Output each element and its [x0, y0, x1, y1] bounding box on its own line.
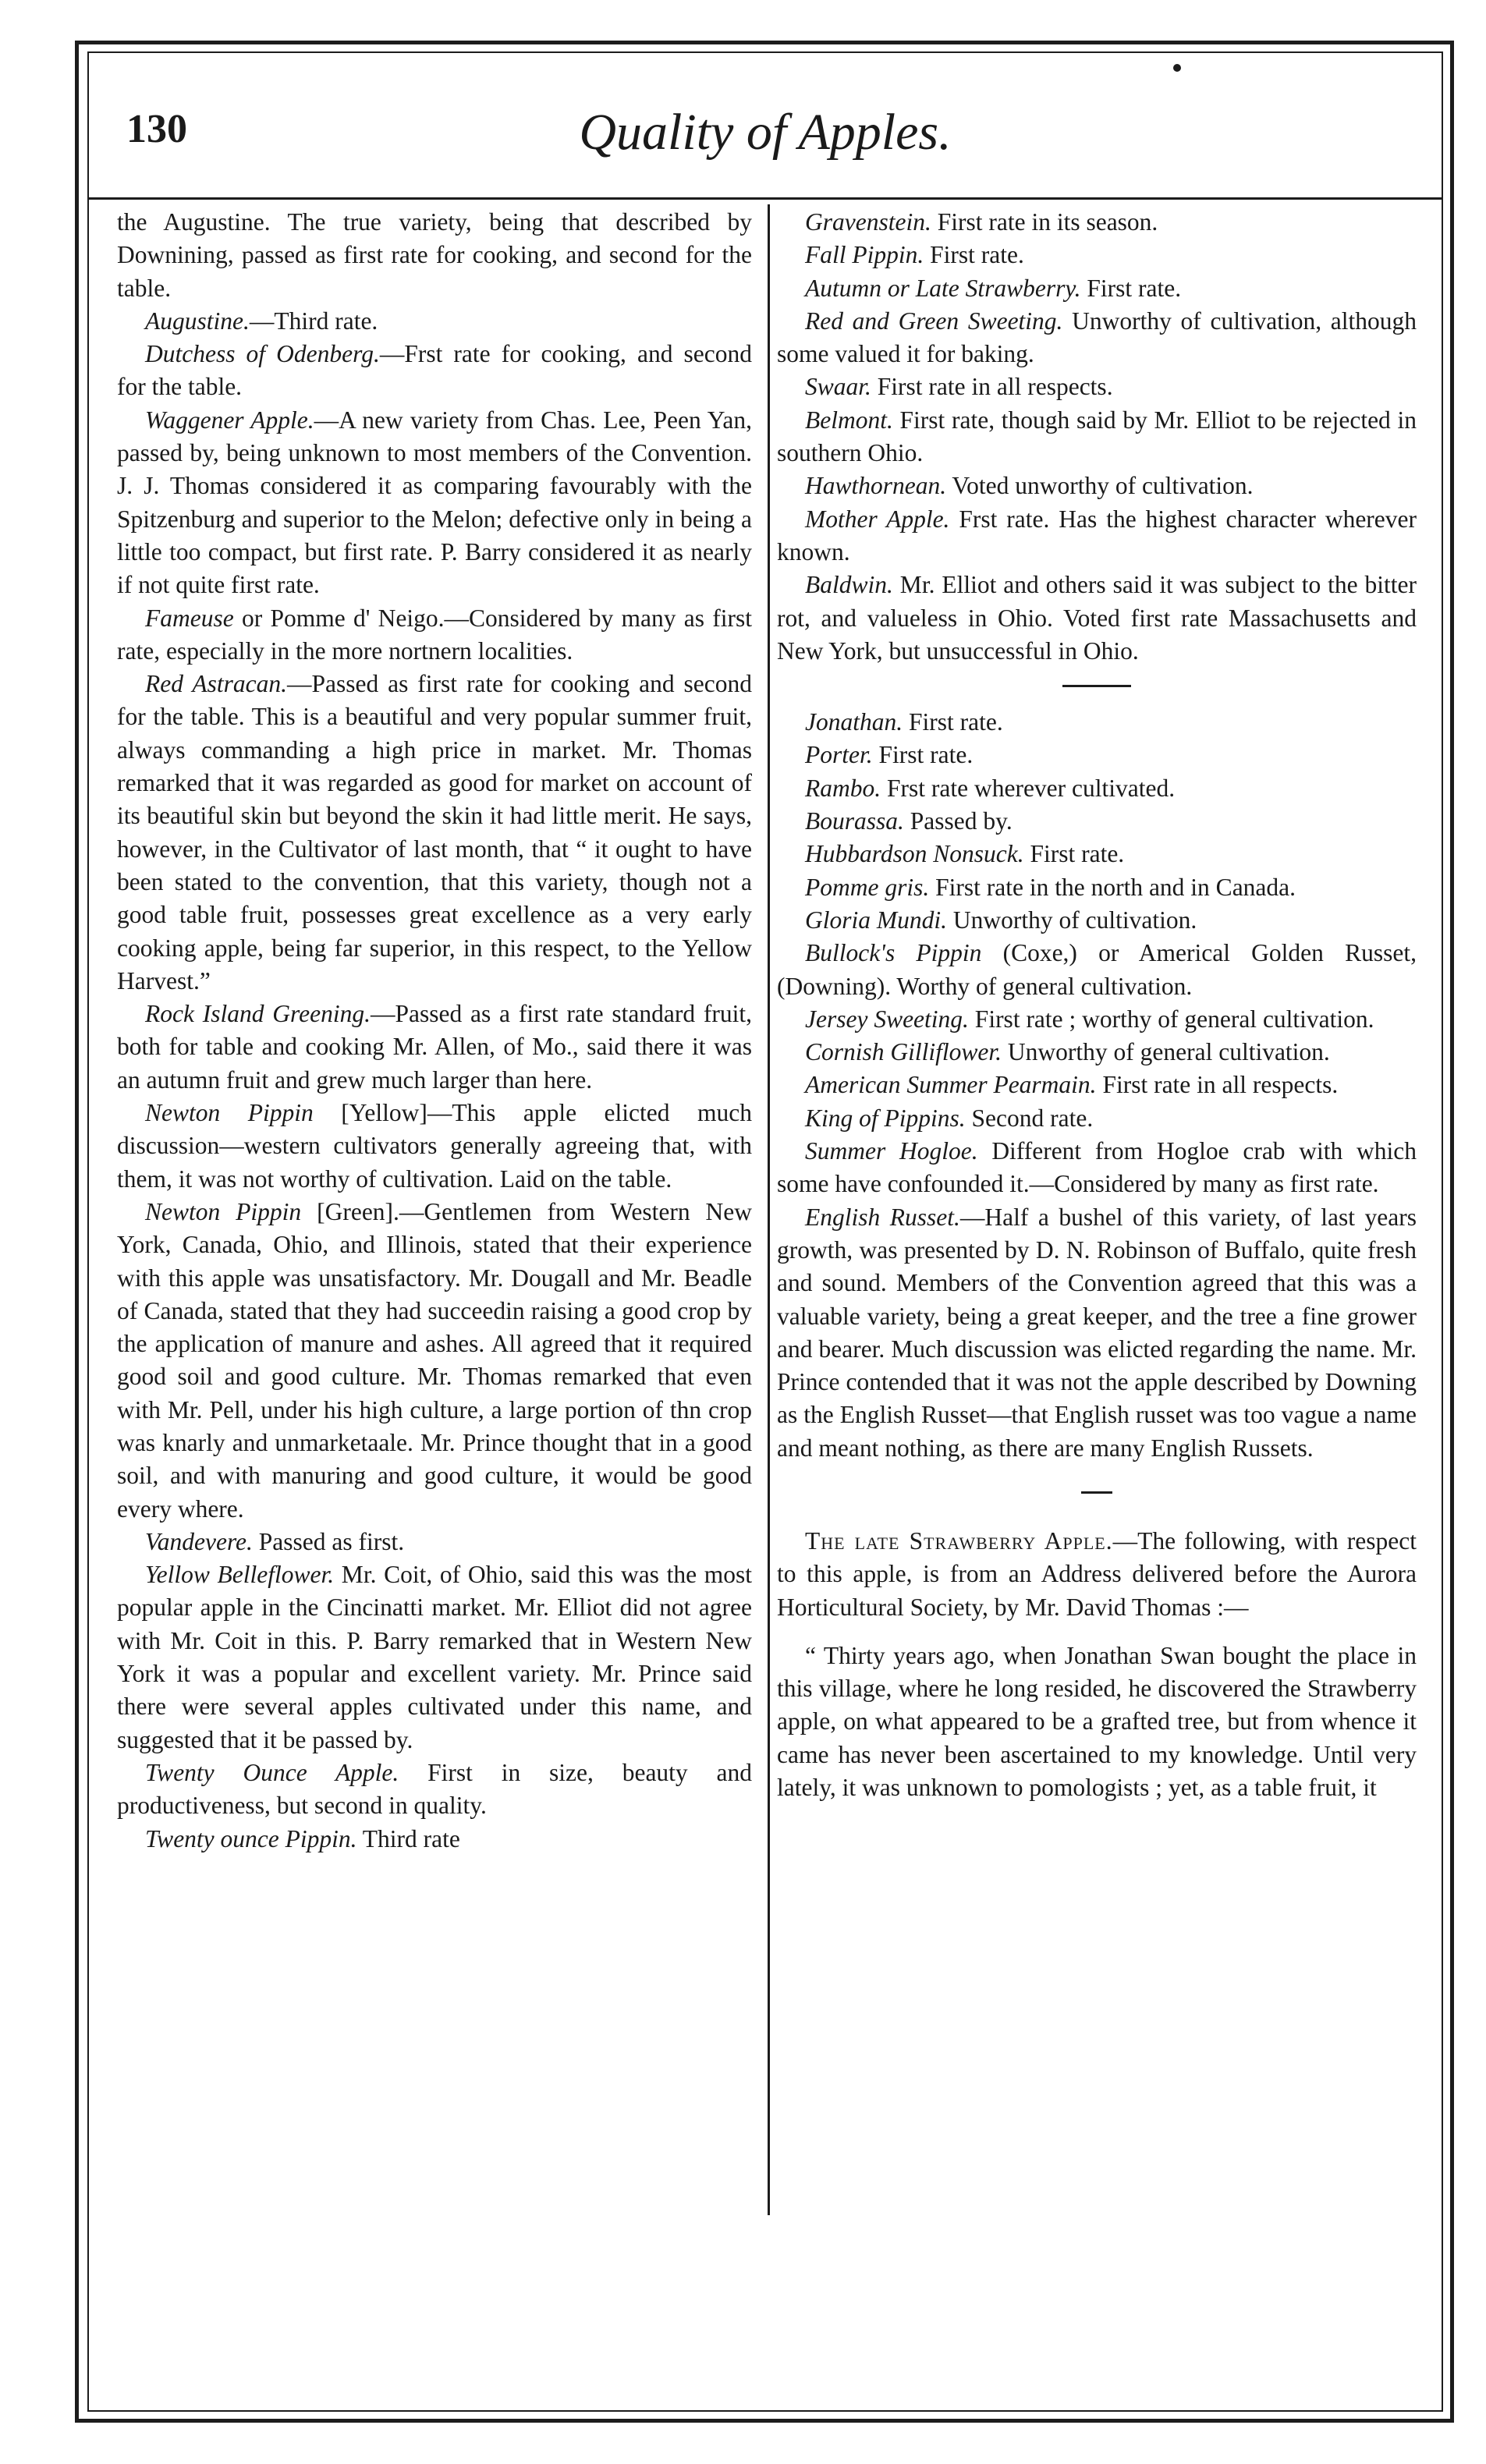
paragraph: Summer Hogloe. Different from Hogloe crab with which some have confounded it.—Considered by many as first rate.: [777, 1137, 1417, 1198]
paragraph: Bullock's Pippin (Coxe,) or Americal Golden Russet, (Downing). Worthy of general cultivation.: [777, 939, 1417, 1000]
paragraph: Gloria Mundi. Unworthy of cultivation.: [805, 906, 1197, 934]
running-title: Quality of Apples.: [579, 104, 952, 161]
paragraph: Swaar. First rate in all respects.: [805, 373, 1113, 401]
paragraph: Mother Apple. Frst rate. Has the highest character wherever known.: [777, 505, 1417, 565]
paragraph: Jersey Sweeting. First rate ; worthy of general cultivation.: [805, 1005, 1374, 1033]
section-rule: [1081, 1491, 1112, 1494]
paragraph-gap: [777, 1624, 1417, 1640]
paragraph: Yellow Belleflower. Mr. Coit, of Ohio, said this was the most popular apple in the Cincinatti market. Mr. Elliot did not agree with Mr. Coit in this. P. Barry remarked that in Western New York it was a popular and excellent variety. Mr. Prince said there were several apples cultivated under this name, and suggested that it be passed by.: [117, 1561, 753, 1753]
right-column: [777, 206, 1417, 1804]
paragraph: English Russet.—Half a bushel of this variety, of last years growth, was presented by D. N. Robinson of Buffalo, quite fresh and sound. Members of the Convention agreed that this was a valuable variety, being a great keeper, and the tree a fine grower and bearer. Much discussion was elicted regarding the name. Mr. Prince contended that it was not the apple described by Downing as the English Russet—that English russet was too vague a name and meant nothing, as there are many English Russets.: [777, 1203, 1417, 1462]
section-rule: [1062, 685, 1131, 687]
paragraph: Jonathan. First rate.: [805, 708, 1003, 736]
paragraph: Twenty ounce Pippin. Third rate: [145, 1824, 460, 1852]
paragraph: Fall Pippin. First rate.: [805, 241, 1024, 269]
paragraph: “ Thirty years ago, when Jonathan Swan bought the place in this village, where he long resided, he discovered the Strawberry apple, on what appeared to be a grafted tree, but from whence it came has never been ascertained to my knowledge. Until very lately, it was unknown to pomologists ; yet, as a table fruit, it: [777, 1641, 1417, 1802]
paragraph: American Summer Pearmain. First rate in all respects.: [805, 1071, 1339, 1099]
paragraph: the Augustine. The true variety, being that described by Downining, passed as first rate for cooking, and second for the table.: [117, 208, 752, 302]
paragraph: Twenty Ounce Apple. First in size, beauty and productiveness, but second in quality.: [117, 1758, 752, 1820]
page-header: [87, 51, 1443, 200]
paragraph: Pomme gris. First rate in the north and in Canada.: [805, 873, 1296, 901]
ink-dot: [1173, 64, 1181, 72]
paragraph: Red Astracan.—Passed as first rate for cooking and second for the table. This is a beautiful and very popular summer fruit, always commanding a high price in market. Mr. Thomas remarked that it was regarded as good for market on account of its beautiful skin but beyond the skin it had little merit. He says, however, in the Cultivator of last month, that “ it ought to have been stated to the convention, that this variety, though not a good table fruit, possesses great excellence as a very early cooking apple, being far superior, in this respect, to the Yellow Harvest.”: [117, 670, 752, 994]
paragraph: Baldwin. Mr. Elliot and others said it was subject to the bitter rot, and valueless in Ohio. Voted first rate Massachusetts and New York, but unsuccessful in Ohio.: [777, 571, 1417, 665]
paragraph: Newton Pippin [Green].—Gentlemen from Western New York, Canada, Ohio, and Illinois, stated that their experience with this apple was unsatisfactory. Mr. Dougall and Mr. Beadle of Canada, stated that they had succeedin raising a good crop by the application of manure and ashes. All agreed that it required good soil and good culture. Mr. Thomas remarked that even with Mr. Pell, under his high culture, a large portion of thn crop was knarly and unmarketaale. Mr. Prince thought that in a good soil, and with manuring and good culture, it would be good every where.: [117, 1197, 752, 1523]
paragraph: Newton Pippin [Yellow]—This apple elicted much discussion—western cultivators generally agreeing that, with them, it was not worthy of cultivation. Laid on the table.: [117, 1099, 752, 1193]
paragraph: Hubbardson Nonsuck. First rate.: [805, 840, 1125, 868]
paragraph: Bourassa. Passed by.: [805, 807, 1013, 835]
paragraph: Hawthornean. Voted unworthy of cultivation.: [805, 472, 1254, 500]
paragraph: Rambo. Frst rate wherever cultivated.: [805, 774, 1176, 802]
paragraph: Fameuse or Pomme d' Neigo.—Considered by many as first rate, especially in the more nortnern localities.: [117, 604, 752, 665]
paragraph: Red and Green Sweeting. Unworthy of cultivation, although some valued it for baking.: [777, 307, 1417, 368]
column-divider: [768, 204, 770, 2215]
page-number: 130: [126, 107, 187, 151]
paragraph: Porter. First rate.: [805, 741, 974, 769]
paragraph: Gravenstein. First rate in its season.: [805, 208, 1158, 236]
paragraph: Waggener Apple.—A new variety from Chas. Lee, Peen Yan, passed by, being unknown to most members of the Convention. J. J. Thomas considered it as comparing favourably with the Spitzenburg and superior to the Melon; defective only in being a little too compact, but first rate. P. Barry considered it as nearly if not quite first rate.: [117, 406, 752, 599]
paragraph: Belmont. First rate, though said by Mr. Elliot to be rejected in southern Ohio.: [777, 406, 1417, 467]
paragraph: Autumn or Late Strawberry. First rate.: [805, 274, 1182, 302]
paragraph: The late Strawberry Apple.—The following, with respect to this apple, is from an Address delivered before the Aurora Horticultural Society, by Mr. David Thomas :—: [777, 1526, 1417, 1621]
paragraph: Dutchess of Odenberg.—Frst rate for cooking, and second for the table.: [117, 340, 752, 401]
paragraph: King of Pippins. Second rate.: [805, 1104, 1094, 1132]
paragraph: Augustine.—Third rate.: [145, 307, 378, 335]
paragraph: Cornish Gilliflower. Unworthy of general cultivation.: [805, 1038, 1330, 1066]
left-column: [117, 206, 752, 1856]
paragraph: Vandevere. Passed as first.: [145, 1527, 405, 1555]
paragraph: Rock Island Greening.—Passed as a first rate standard fruit, both for table and cooking Mr. Allen, of Mo., said there it was an autumn fruit and grew much larger than here.: [117, 1000, 752, 1094]
